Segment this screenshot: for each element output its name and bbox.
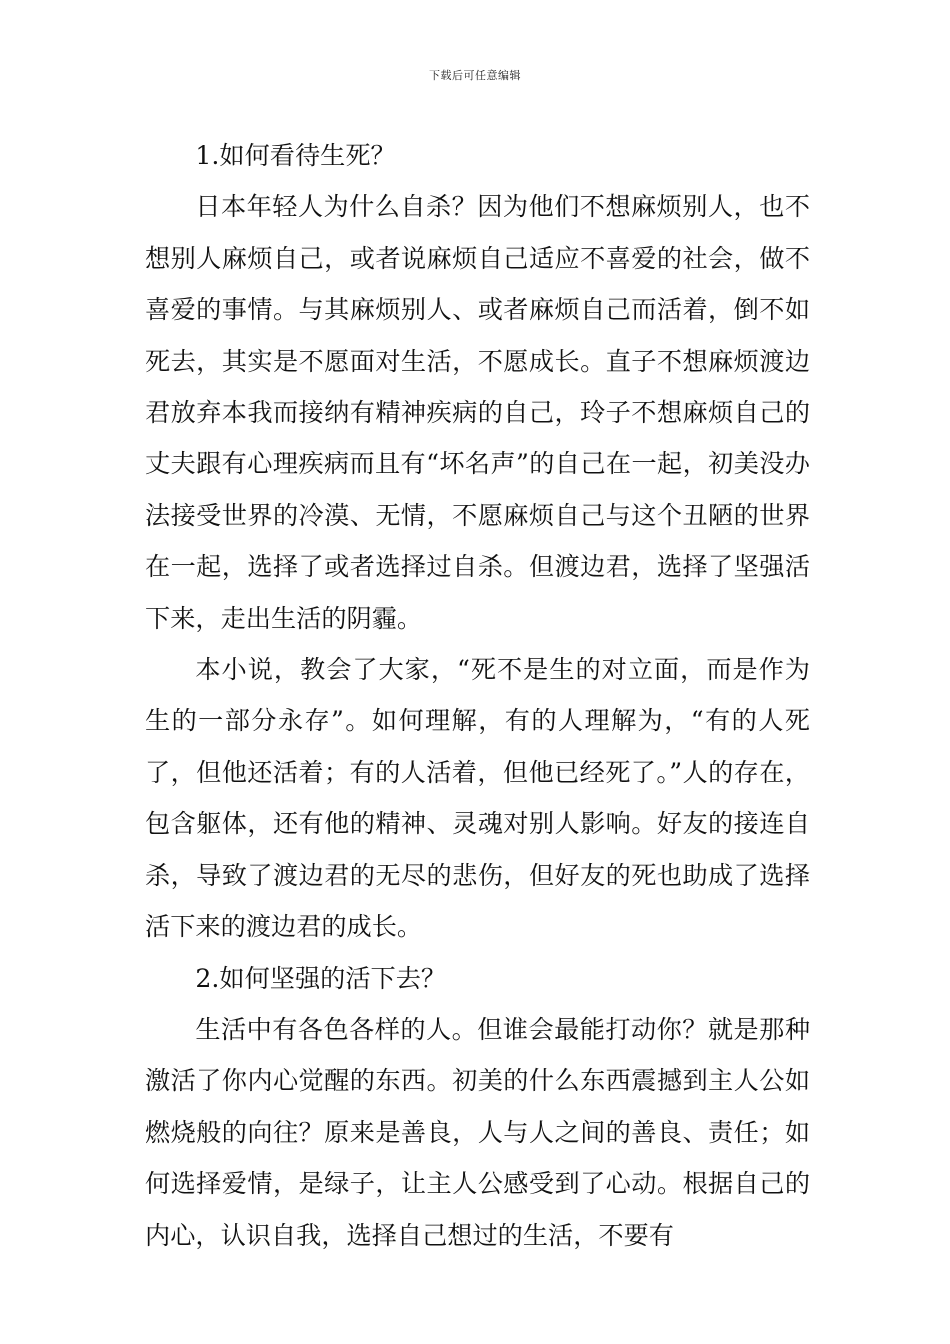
document-body <box>145 130 810 1261</box>
paragraph-2: 本小说，教会了大家，“死不是生的对立面，而是作为生的一部分永存”。如何理解，有的人理解为，“有的人死了，但他还活着；有的人活着，但他已经死了。”人的存在，包含躯体，还有他的精神、灵魂对别人影响。好友的接连自杀，导致了渡边君的无尽的悲伤，但好友的死也助成了选择活下来的渡边君的成长。 <box>145 655 810 942</box>
paragraph-3: 生活中有各色各样的人。但谁会最能打动你？就是那种激活了你内心觉醒的东西。初美的什么东西震撼到主人公如燃烧般的向往？原来是善良，人与人之间的善良、责任；如何选择爱情，是绿子，让主人公感受到了心动。根据自己的内心，认识自我，选择自己想过的生活，不要有 <box>145 1014 810 1250</box>
page-header: 下载后可任意编辑 <box>429 69 521 82</box>
section-heading-1: 1.如何看待生死？ <box>195 141 396 170</box>
section-heading-2: 2.如何坚强的活下去？ <box>195 963 447 993</box>
paragraph-1: 日本年轻人为什么自杀？因为他们不想麻烦别人，也不想别人麻烦自己，或者说麻烦自己适应不喜爱的社会，做不喜爱的事情。与其麻烦别人、或者麻烦自己而活着，倒不如死去，其实是不愿面对生活，不愿成长。直子不想麻烦渡边君放弃本我而接纳有精神疾病的自己，玲子不想麻烦自己的丈夫跟有心理疾病而且有“坏名声”的自己在一起，初美没办法接受世界的冷漠、无情，不愿麻烦自己与这个丑陋的世界在一起，选择了或者选择过自杀。但渡边君，选择了坚强活下来，走出生活的阴霾。 <box>145 192 810 633</box>
